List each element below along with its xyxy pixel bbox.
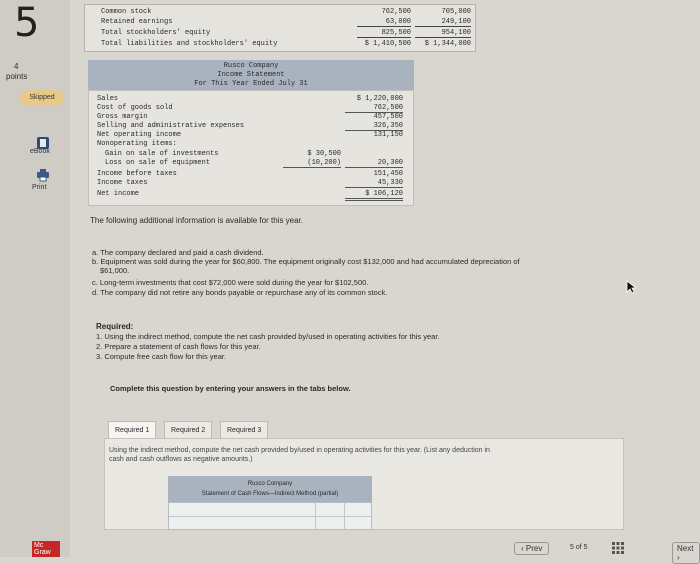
left-rail — [0, 0, 70, 557]
chevron-left-icon: ‹ — [521, 544, 524, 553]
cell-total: 131,150 — [373, 131, 403, 139]
grid-icon[interactable] — [612, 542, 624, 554]
info-b-cont: $61,000. — [100, 266, 130, 275]
mouse-cursor-icon — [626, 280, 638, 294]
required-1: 1. Using the indirect method, compute the net cash provided by/used in operating activities for this year. — [96, 332, 440, 341]
cf-company: Rusco Company — [247, 481, 293, 487]
row-label: Common stock — [101, 8, 152, 16]
cell-last-year: 705,000 — [441, 8, 471, 16]
row-label: Retained earnings — [101, 18, 173, 26]
page-total: 5 — [583, 544, 588, 551]
info-c: c. Long-term investments that cost $72,000 were sold during the year for $102,500. — [92, 278, 369, 287]
page-of: of — [575, 544, 582, 551]
info-intro: The following additional information is available for this year. — [90, 216, 304, 225]
cash-flow-header — [168, 476, 372, 502]
company-name: Rusco Company — [223, 62, 279, 70]
income-statement-header — [88, 60, 414, 90]
tab-instruction-cont: cash and cash outflows as negative amounts.) — [109, 456, 253, 463]
status-badge: Skipped — [20, 90, 64, 106]
chevron-right-icon: › — [677, 553, 680, 562]
tab-required-2[interactable]: Required 2 — [164, 421, 212, 439]
row-label: Gross margin — [97, 113, 148, 121]
row-label: Cost of goods sold — [97, 104, 173, 112]
income-statement-table — [88, 90, 414, 206]
points-label: points — [6, 72, 28, 81]
next-button[interactable] — [672, 542, 700, 564]
row-label: Net income — [97, 190, 140, 198]
tab-instruction: Using the indirect method, compute the net cash provided by/used in operating activities for this year. (List any deduction in — [109, 447, 490, 454]
row-label: Loss on sale of equipment — [105, 159, 211, 167]
prev-label: Prev — [525, 544, 543, 553]
cell-total: 326,350 — [345, 122, 403, 131]
cell-total: 762,500 — [345, 104, 403, 113]
next-label: Next — [677, 544, 694, 553]
row-label: Net operating income — [97, 131, 182, 139]
page-current: 5 — [570, 544, 574, 551]
row-label: Selling and administrative expenses — [97, 122, 245, 130]
statement-period: For This Year Ended July 31 — [194, 80, 308, 88]
row-label: Sales — [97, 95, 119, 103]
prev-button[interactable] — [514, 542, 549, 555]
balance-sheet-table — [84, 4, 476, 52]
question-number: 5 — [14, 0, 40, 46]
cell-detail: $ 30,500 — [307, 150, 341, 158]
points-value: 4 — [14, 62, 19, 71]
row-label: Gain on sale of investments — [105, 150, 219, 158]
cell-total: 151,450 — [373, 170, 403, 178]
cell-total: 457,500 — [373, 113, 403, 121]
column-divider — [344, 503, 345, 529]
print-label[interactable]: Print — [32, 184, 47, 191]
cell-this-year: 825,500 — [357, 29, 411, 38]
statement-title: Income Statement — [217, 71, 285, 79]
tab-required-3[interactable]: Required 3 — [220, 421, 268, 439]
info-a: a. The company declared and paid a cash dividend. — [92, 248, 264, 257]
row-label: Nonoperating items: — [97, 140, 177, 148]
cell-detail: (10,200) — [283, 159, 341, 168]
required-2: 2. Prepare a statement of cash flows for this year. — [96, 342, 261, 351]
cell-total: 45,330 — [345, 179, 403, 188]
cell-total: $ 106,120 — [345, 190, 403, 201]
required-heading: Required: — [96, 322, 134, 331]
cell-this-year: 762,500 — [381, 8, 411, 16]
brand-logo: Mc Graw — [32, 541, 60, 557]
row-label: Income taxes — [97, 179, 148, 187]
cell-last-year: 249,100 — [415, 18, 471, 27]
instructions: Complete this question by entering your answers in the tabs below. — [110, 384, 351, 393]
page-indicator — [570, 544, 588, 551]
cell-this-year: 63,000 — [357, 18, 411, 27]
cell-total: 20,300 — [345, 159, 403, 168]
cash-flow-table — [168, 502, 372, 530]
info-d: d. The company did not retire any bonds payable or repurchase any of its common stock. — [92, 288, 388, 297]
cell-total: $ 1,220,000 — [356, 95, 403, 103]
cf-title: Statement of Cash Flows—Indirect Method (partial) — [201, 491, 339, 497]
print-icon[interactable] — [36, 168, 50, 182]
row-label: Income before taxes — [97, 170, 177, 178]
row-divider — [169, 516, 371, 517]
column-divider — [315, 503, 316, 529]
cell-last-year: $ 1,344,000 — [424, 40, 471, 48]
required-3: 3. Compute free cash flow for this year. — [96, 352, 227, 361]
info-b: b. Equipment was sold during the year for $60,800. The equipment originally cost $132,000 and had accumulated depreciation of — [92, 257, 520, 266]
row-label: Total stockholders' equity — [101, 29, 211, 37]
tab-required-1[interactable]: Required 1 — [108, 421, 156, 439]
ebook-label[interactable]: eBook — [30, 148, 50, 155]
row-label: Total liabilities and stockholders' equity — [101, 40, 278, 48]
cell-this-year: $ 1,410,500 — [364, 40, 411, 48]
cell-last-year: 954,100 — [415, 29, 471, 38]
